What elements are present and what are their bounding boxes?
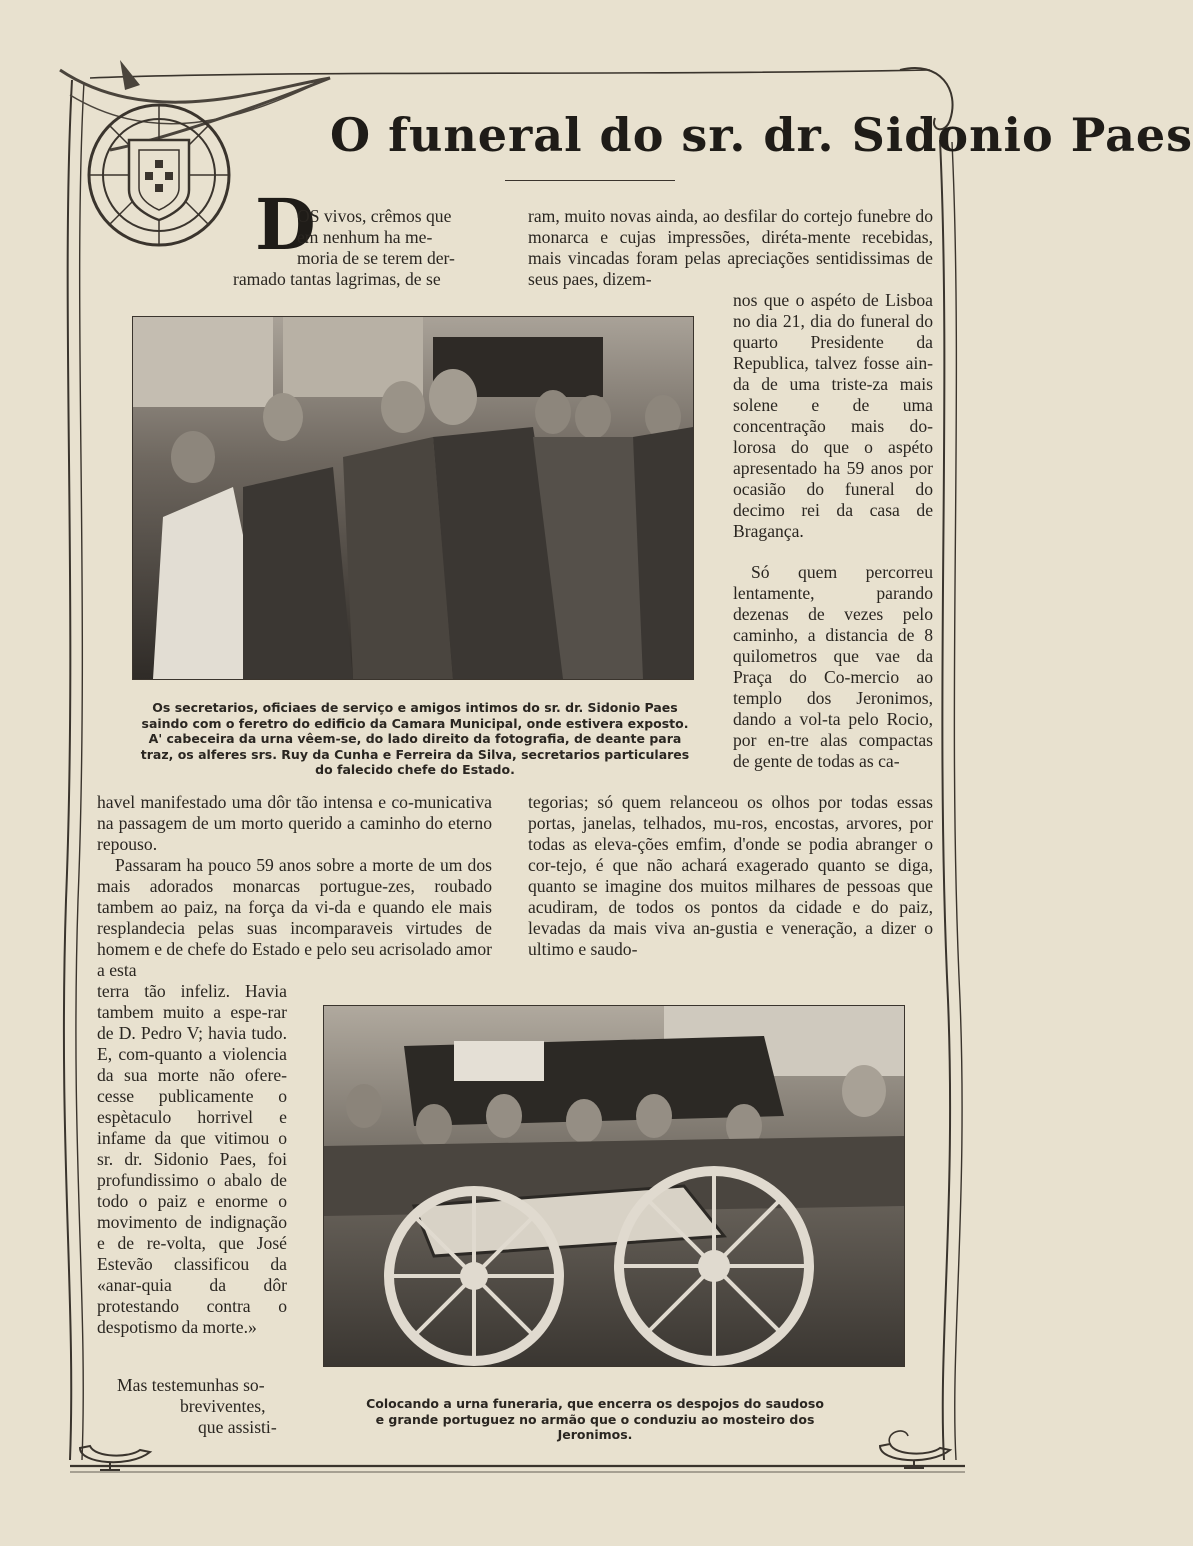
photo-1-caption-line: A' cabeceira da urna vêem-se, do lado direito da fotografia, de deante para xyxy=(148,731,682,746)
photo-2-caption xyxy=(330,1396,860,1443)
intro-line-2: em nenhum ha me- xyxy=(297,227,433,247)
photo-1-caption-line: traz, os alferes srs. Ruy da Cunha e Ferreira da Silva, secretarios particulares xyxy=(140,746,690,762)
funeral-photo-2-image xyxy=(324,1006,904,1366)
photo-1-caption-line: do falecido chefe do Estado. xyxy=(315,762,515,777)
left-end-line-2: breviventes, xyxy=(180,1396,266,1416)
photo-2-caption-line: Colocando a urna funeraria, que encerra os despojos do saudoso xyxy=(366,1396,824,1411)
left-end-line-1: Mas testemunhas so- xyxy=(117,1375,265,1395)
funeral-photo-1 xyxy=(132,316,694,680)
funeral-photo-1-image xyxy=(133,317,693,679)
left-narrow-column: terra tão infeliz. Havia tambem muito a espe-rar de D. Pedro V; havia tudo. E, com-quanto a violencia da sua morte não ofere-cesse publicamente o espètaculo horrivel e infame da que vitimou o sr. dr. Sidonio Paes, foi profundissimo o abalo de todo o paiz e enorme o movimento de indignação e de re-volta, que José Estevão classificou da «anar-quia da dôr protestando contra o despotismo da morte.» xyxy=(97,981,287,1337)
right-lamp-icon xyxy=(870,1422,960,1472)
intro-line-4: ramado tantas lagrimas, de se xyxy=(233,269,441,289)
photo-2-caption-line: Jeronimos. xyxy=(557,1427,633,1442)
intro-line-1: OS vivos, crêmos que xyxy=(297,206,452,226)
drop-cap: D xyxy=(255,183,316,266)
photo-1-caption-line: Os secretarios, oficiaes de serviço e amigos intimos do sr. dr. Sidonio Paes xyxy=(152,700,678,715)
photo-2-caption-line: e grande portuguez no armão que o conduziu ao mosteiro dos xyxy=(375,1411,815,1427)
funeral-photo-2 xyxy=(323,1005,905,1367)
coat-of-arms-icon xyxy=(84,100,234,250)
left-end-line-3: que assisti- xyxy=(198,1417,277,1437)
left-column-middle-2: Passaram ha pouco 59 anos sobre a morte de um dos mais adorados monarcas portugue-zes, roubado tambem ao paiz, na força da vi-da e quando ele mais resplandecia pelas suas incomparaveis virtudes de homem e de chefe do Estado e pelo seu acrisolado amor a esta xyxy=(97,855,492,980)
article-title: O funeral do sr. dr. Sidonio Paes xyxy=(330,108,1193,162)
left-lamp-icon xyxy=(70,1428,160,1472)
right-column-top: ram, muito novas ainda, ao desfilar do cortejo funebre do monarca e cujas impressões, diréta-mente recebidas, mais vincadas foram pelas apreciações sentidissimas de seus paes, dizem- xyxy=(528,206,933,289)
left-column-middle: havel manifestado uma dôr tão intensa e co-municativa na passagem de um morto querido a caminho do eterno repouso. xyxy=(97,792,492,854)
title-rule xyxy=(505,180,675,181)
intro-line-3: moria de se terem der- xyxy=(297,248,455,268)
photo-1-caption xyxy=(100,700,730,778)
right-narrow-column-1: nos que o aspéto de Lisboa no dia 21, dia do funeral do quarto Presidente da Republica, talvez fosse ain-da de uma triste-za mais solene e de uma concentração mais do-lorosa do que o aspéto apresentado ha 59 anos por ocasião do funeral do decimo rei da casa de Bragança. xyxy=(733,290,933,541)
right-column-middle: tegorias; só quem relanceou os olhos por todas essas portas, janelas, telhados, mu-ros, encostas, arvores, por todas as eleva-ções emfim, d'onde se podia abranger o cor-tejo, é que não achará exagerado quanto se diga, quanto se imagine dos muitos milhares de pessoas que acudiram, de todos os pontos da cidade e do paiz, levadas da mais viva an-gustia e veneração, a dizer o ultimo e saudo- xyxy=(528,792,933,959)
right-narrow-column-2: Só quem percorreu lentamente, parando dezenas de vezes pelo caminho, a distancia de 8 quilometros que vae da Praça do Co-mercio ao templo dos Jeronimos, dando a vol-ta pelo Rocio, por en-tre alas compactas de gente de todas as ca- xyxy=(733,562,933,771)
photo-1-caption-line: saindo com o feretro do edificio da Camara Municipal, onde estivera exposto. xyxy=(141,715,689,731)
